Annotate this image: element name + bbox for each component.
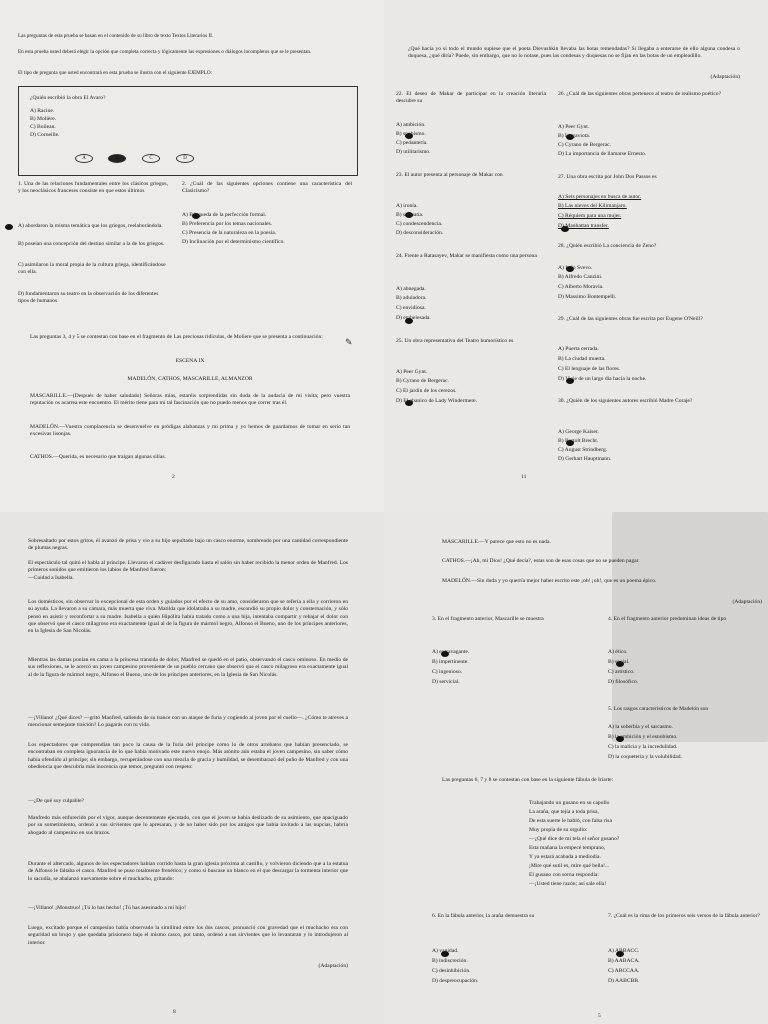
question-2: 2. ¿Cuál de las siguientes opciones contiene una característica del Clasicismo?	[182, 181, 352, 195]
q3-option-a[interactable]: A) extravagante.	[432, 649, 470, 655]
poem-line: Muy propia de su orgullo:	[529, 827, 588, 833]
sheet-page-11	[384, 0, 768, 512]
q7-option-d[interactable]: D) AABCBB.	[608, 978, 640, 984]
sheet-page-5	[384, 512, 768, 1024]
q30-option-a[interactable]: A) George Kaiser.	[558, 429, 599, 435]
question-5: 5. Los rasgos característicos de Madelón son	[608, 706, 709, 712]
poem-line: De esta suerte le habló, con falsa risa	[529, 818, 612, 824]
answer-bubble-b[interactable]: B	[108, 154, 126, 163]
page-number: 11	[521, 474, 527, 480]
q5-option-d[interactable]: D) la coquetería y la volubilidad.	[608, 754, 682, 760]
q29-option-c[interactable]: C) El lenguaje de las flores.	[558, 366, 621, 372]
passage-paragraph: Los domésticos, sin observar lo excepcional de esta orden y guiados por el efecto de su amo, consideraron que se refería a ella y corrieron en su ayuda. La llevaron a su cámara, más muerta que viva. Matilda que idolatraba a su madre, escondió su propio dolor y consternación, y sólo pensó en asistir y reconfortar a su madre. Isabella a quién Hipólita había tratado como a una hija, intentaba compartir y rebajar el dolor con que observó que el casco milagroso era exactamente igual al de la figura de mármol negro, Alfonso el Bueno, uno de los príncipes anteriores, en la Iglesia de San Nicolás.	[28, 599, 348, 635]
answer-bubble-d[interactable]: D	[176, 154, 194, 163]
q6-option-d[interactable]: D) despreocupación.	[432, 978, 479, 984]
q23-option-a[interactable]: A) ironía.	[396, 203, 418, 209]
example-option: C) Boileau.	[30, 124, 56, 130]
q3-option-b[interactable]: B) impertinente.	[432, 659, 469, 665]
dialogue-cathos: CATHOS.—Querida, es necesario que traigan algunas sillas.	[30, 454, 166, 460]
q22-option-a[interactable]: A) ambición.	[396, 122, 426, 128]
q28-option-c[interactable]: C) Alberto Moravia.	[558, 284, 604, 290]
q5-option-c[interactable]: C) la malicia y la incredulidad.	[608, 744, 678, 750]
dialogue-mascarille: MASCARILLE.—(Después de haber saludado) Señoras mías, estaréis sorprendidas sin duda de la audacia de mi visita; pero vuestra reputación os acarrea este encuentro. El mérito tiene para mí tal fascinación que no puedo menos que correr tras él.	[30, 393, 350, 407]
q30-option-c[interactable]: C) August Strindberg.	[558, 447, 608, 453]
scene-characters: MADELÓN, CATHOS, MASCARILLE, ALMANZOR	[127, 376, 253, 382]
q6-option-c[interactable]: C) desinhibición.	[432, 968, 471, 974]
example-option: B) Molière.	[30, 116, 57, 122]
q6-option-a[interactable]: A) vanidad.	[432, 948, 459, 954]
q24-option-a[interactable]: A) abnegada.	[396, 286, 426, 292]
q1-option-b[interactable]: B) poseían una concepción del destino similar a la de los griegos.	[18, 241, 165, 247]
q1-option-d[interactable]: D) fundamentaron su teatro en la observación de los diferentes tipos de humanos	[18, 291, 159, 305]
page-number: 5	[598, 1013, 601, 1019]
intro-line-3: El tipo de pregunta que usted encontrará en esta prueba se ilustra con el siguiente EJEMPLO:	[18, 70, 213, 76]
intro-line-1: Las preguntas de esta prueba se basan en el contenido de su libro de texto Textos Literarios II.	[18, 33, 214, 39]
q24-option-b[interactable]: B) aduladora.	[396, 295, 427, 301]
question-29: 29. ¿Cuál de las siguientes obras fue escrita por Eugene O'Neill?	[558, 316, 703, 322]
q5-option-a[interactable]: A) la soberbia y el sarcasmo.	[608, 724, 673, 730]
q3-option-c[interactable]: C) ingenioso.	[432, 669, 463, 675]
q1-option-c[interactable]: C) asimilaron la moral propia de la cultura griega, identificándose con ella.	[18, 262, 166, 276]
dialogue-madelon: MADELÓN.—Vuestra complacencia se desenvuelve en pródigas alabanzas y mi prima y yo hemos de guardarnos de tomar en serio tan excesivas lisonjas.	[30, 424, 350, 438]
dialogue-line: CATHOS.—¡Ah, mi Dios! ¿Qué decía?, estas son de esas cosas que no se pueden pagar.	[442, 558, 640, 564]
q6-option-b[interactable]: B) indiscreción.	[432, 958, 468, 964]
dialogue-line: MASCARILLE.—Y parece que esto no es nada.	[442, 539, 551, 545]
poem-line: —¿Qué dice de mi tela el señor gusano?	[529, 836, 620, 842]
q22-option-b[interactable]: B) snobismo.	[396, 131, 426, 137]
question-6: 6. En la fábula anterior, la araña demuestra su	[432, 913, 535, 919]
question-22: 22. El deseo de Makar de participar en la creación literaria descubre su	[396, 91, 546, 105]
q5-option-b[interactable]: B) la ambición y el esnobismo.	[608, 734, 678, 740]
q23-option-c[interactable]: C) condescendencia.	[396, 221, 443, 227]
question-23: 23. El autor presenta al personaje de Makar con	[396, 172, 503, 178]
passage-paragraph: Mientras las damas ponían en cama a la princesa transida de dolor, Manfred se quedó en el patio, observando el casco ominoso. En medio de sus reflexiones, se le acercó un joven campesino proveniente de un pueblo cercano que observó que el casco milagroso era exactamente igual al de la figura de mármol negro, Alfonso el Bueno, uno de los príncipes anteriores, en la Iglesia de San Nicolás.	[28, 657, 348, 678]
question-1: 1. Una de las relaciones fundamentales entre los clásicos griegos, y los neoclásicos franceses consiste en que estos últimos	[18, 181, 168, 195]
question-30: 30. ¿Quién de los siguientes autores escribió Madre Coraje?	[558, 398, 693, 404]
q25-option-c[interactable]: C) El jardín de los cerezos.	[396, 388, 457, 394]
q27-option-b[interactable]: B) Las nieves del Kilimanjaro.	[558, 203, 627, 209]
answer-mark	[5, 224, 13, 230]
question-4: 4. En el fragmento anterior predominan ideas de tipo	[608, 616, 727, 622]
sheet-page-8	[0, 512, 384, 1024]
answer-bubble-a[interactable]: A	[75, 154, 93, 163]
passage-intro: ¿Qué hacía yo si todo el mundo supiese que el poeta Dievushkin llevaba las botas remendadas? Si llegaba a enterarse de ello alguna condesa o duquesa, ¿qué diría? Puede, sin embargo, que no lo notase, pues las condesas y duquesas no se fijan en las botas de un empleadillo.	[408, 46, 740, 60]
dialogue-line: MADELÓN.—Sin duda y yo querría mejor haber escrito este ¡oh! ¡oh!, que es un poema épico.	[442, 578, 657, 584]
q3-option-d[interactable]: D) servicial.	[432, 679, 460, 685]
q26-option-b[interactable]: B) La gaviota.	[558, 133, 591, 139]
q4-option-c[interactable]: C) artístico.	[608, 669, 635, 675]
passage-paragraph: —¡Villano! ¡Monstruo! ¡Tú lo has hecho! ¡Tú has asesinado a mi hijo!	[28, 905, 186, 911]
q28-option-a[interactable]: A) Italo Svevo.	[558, 265, 593, 271]
q28-option-d[interactable]: D) Massimo Bontempelli.	[558, 294, 617, 300]
sheet-page-2	[0, 0, 384, 512]
question-27: 27. Una obra escrita por John Dos Passos es	[558, 174, 657, 180]
passage-paragraph: —¡Villano! ¿Qué dices? —gritó Manfred, saliendo de su trance con un ataque de furia y cogiendo al joven por el cuello—. ¿Cómo te atreves a mencionar semejante traición? Lo pagarás con tu vida.	[28, 715, 348, 729]
q27-option-c[interactable]: C) Réquiem para una mujer.	[558, 213, 622, 219]
poem-line: Esta mañana la empecé temprano,	[529, 845, 606, 851]
poem-line: Trabajando un gusano en su capullo	[529, 800, 610, 806]
q27-option-a[interactable]: A) Seis personajes en busca de autor.	[558, 194, 642, 200]
question-26: 26. ¿Cuál de las siguientes obras pertenece al teatro de realismo poético?	[558, 91, 722, 97]
q4-option-d[interactable]: D) filosófico.	[608, 679, 639, 685]
question-28: 28. ¿Quién escribió La conciencia de Zeno?	[558, 243, 657, 249]
q7-option-c[interactable]: C) ABCCAA.	[608, 968, 640, 974]
page-number: 2	[172, 474, 175, 480]
example-option: D) Corneille.	[30, 132, 60, 138]
q30-option-b[interactable]: B) Bertolt Brecht.	[558, 438, 599, 444]
q2-option-c[interactable]: C) Presencia de la naturaleza en la poesía.	[182, 230, 277, 236]
poem-line: —¡Usted tiene razón; así sale ella!	[529, 881, 607, 887]
adaptation-note: (Adaptación)	[732, 599, 762, 605]
passage-paragraph: Los espectadores que comprendían tan poco la causa de la furia del príncipe como lo de otros arrebatos que habían presenciado, se encontraban en completa ignorancia de lo que había motivado este nuevo enojo. Más atónito aún estaba el joven campesino, sin saber cómo había ofendido al príncipe; sin embargo, recuperándose con una mezcla de gracia y humildad, se desembarazó del puño de Manfred y con una obediencia que descubría más inocencia que temor, preguntó con respeto:	[28, 742, 348, 770]
passage-paragraph: —¿De qué soy culpable?	[28, 798, 85, 804]
q2-option-d[interactable]: D) Inclinación por el determinismo científico.	[182, 239, 285, 245]
q7-option-a[interactable]: A) ABBACC.	[608, 948, 640, 954]
question-24: 24. Frente a Ratasayev, Makar se manifiesta como una persona	[396, 253, 537, 259]
adaptation-note: (Adaptación)	[710, 74, 740, 80]
passage-paragraph: Durante el altercado, algunos de los espectadores habían corrido hasta la gran iglesia próxima al castillo, y volvieron diciendo que a la estatua de Alfonso le faltaba el casco. Manfred se puso totalmente frenético; y como si buscase un blanco en el que descargar la tormenta interior que lo sacudía, se abalanzó nuevamente sobre el muchacho, gritando:	[28, 861, 348, 882]
q24-option-d[interactable]: D) embelesada.	[396, 315, 431, 321]
poem-line: La araña, que tejía a toda prisa,	[529, 809, 599, 815]
passage-paragraph: Manfredo más enfurecido por el vigor, aunque decentemente ejecutado, con que el joven se había deslizado de su asimiento, que apaciguado por su sometimiento, ordenó a sus sirvientes que lo apresaran, y de no haber sido por los amigos que había invitado a las nupcias, habría ahogado al campesino en sus brazos.	[28, 815, 348, 836]
pencil-mark: ✎	[345, 337, 353, 347]
q25-option-a[interactable]: A) Peer Gynt.	[396, 369, 428, 375]
q25-option-d[interactable]: D) El abanico de Lady Windermere.	[396, 398, 478, 404]
q30-option-d[interactable]: D) Gerhart Hauptmann.	[558, 456, 612, 462]
q25-option-b[interactable]: B) Cyrano de Bergerac.	[396, 378, 450, 384]
q678-instruction: Las preguntas 6, 7 y 8 se contestan con base en la siguiente fábula de Iriarte:	[442, 777, 614, 783]
q26-option-a[interactable]: A) Peer Gynt.	[558, 124, 590, 130]
example-option: A) Racine.	[30, 108, 55, 114]
passage-paragraph: Sobresaltado por estos gritos, él avanzó de prisa y vio a su hijo sepultado bajo un casco enorme, sombreado por una cantidad correspondiente de plumas negras.	[28, 538, 348, 552]
q24-option-c[interactable]: C) envidiosa.	[396, 305, 426, 311]
page-number: 8	[173, 1009, 176, 1015]
q22-option-d[interactable]: D) utilitarismo.	[396, 149, 431, 155]
q26-option-c[interactable]: C) Cyrano de Bergerac.	[558, 142, 612, 148]
example-question: ¿Quién escribió la obra El Avaro?	[30, 95, 106, 101]
q23-option-d[interactable]: D) desconsideración.	[396, 230, 444, 236]
q29-option-b[interactable]: B) La ciudad muerta.	[558, 356, 606, 362]
q4-option-a[interactable]: A) ético.	[608, 649, 628, 655]
q29-option-d[interactable]: D) Viaje de un largo día hacia la noche.	[558, 376, 647, 382]
q23-option-b[interactable]: B) simpatía.	[396, 212, 424, 218]
question-7: 7. ¿Cuál es la rima de los primeros seis versos de la fábula anterior?	[608, 913, 760, 919]
intro-line-2: En esta prueba usted deberá elegir la opción que completa correcta y lógicamente las expresiones o diálogos incompletos que se le presentan.	[18, 49, 312, 55]
question-25: 25. Un obra representativa del Teatro humorístico es	[396, 338, 514, 344]
poem-line: ¡Mire qué sutil es, mire qué bella!...	[529, 863, 610, 869]
q4-option-b[interactable]: B) social.	[608, 659, 630, 665]
q28-option-b[interactable]: B) Alfredo Canzini.	[558, 274, 603, 280]
poem-line: Y ya estará acabada a mediodía.	[529, 854, 601, 860]
q2-option-a[interactable]: A) Búsqueda de la perfección formal.	[182, 212, 267, 218]
question-3: 3. En el fragmento anterior, Mascarille se muestra	[432, 616, 544, 622]
scene-title: ESCENA IX	[175, 358, 205, 364]
q22-option-c[interactable]: C) pedantería.	[396, 140, 428, 146]
q26-option-d[interactable]: D) La importancia de llamarse Ernesto.	[558, 151, 647, 157]
answer-bubble-c[interactable]: C	[142, 154, 160, 163]
q2-option-b[interactable]: B) Preferencia por los temas nacionales.	[182, 221, 273, 227]
passage-paragraph: Luego, excitado porque el campesino había observado la similitud entre los dos cascos, pronunció con gravedad que el muchacho era con seguridad un brujo y que quedaba prisionero bajo el mismo casco, por tanto, ordenó a sus sirvientes que lo levantaran y lo introdujeron al interior.	[28, 925, 348, 946]
q7-option-b[interactable]: B) AABACA.	[608, 958, 640, 964]
q27-option-d[interactable]: D) Manhattan transfer.	[558, 223, 609, 229]
q29-option-a[interactable]: A) Puerta cerrada.	[558, 346, 599, 352]
poem-line: El gusano con sorna respondía:	[529, 872, 599, 878]
q1-option-a[interactable]: A) abordaron la misma temática que los griegos, reelaborándola.	[18, 223, 163, 229]
q345-instruction: Las preguntas 3, 4 y 5 se contestan con base en el fragmento de Las preciosas ridículas, de Moliere que se presenta a continuación:	[30, 334, 323, 340]
adaptation-note: (Adaptación)	[318, 963, 348, 969]
passage-paragraph: El espectáculo tal quitó el habla al príncipe. Llevaron el cadáver desfigurado hasta el salón sin haber recibido la menor orden de Manfred. Los primeros sonidos que emitieron los labios de Manfred fueron: —Cuidad a Isabella.	[28, 560, 348, 581]
